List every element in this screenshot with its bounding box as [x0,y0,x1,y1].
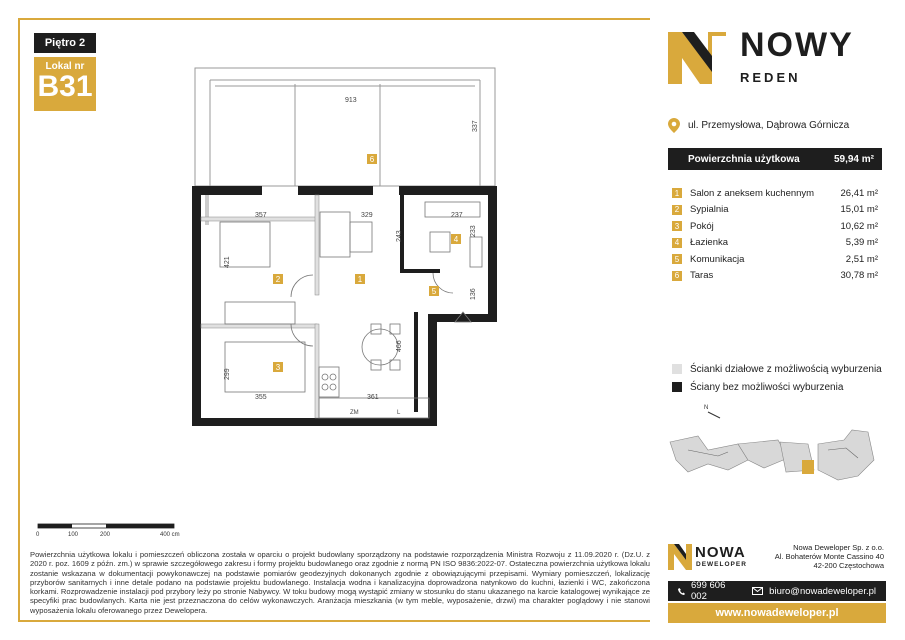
contact-bar [668,581,886,601]
scale-bar [36,522,186,544]
location-pin-icon [668,118,680,133]
unit-number: B31 [37,70,93,103]
dim-299: 299 [224,368,231,380]
address-line [668,118,849,133]
room-number: 2 [672,205,682,215]
dim-421: 421 [224,256,231,268]
room-name: Pokój [690,220,714,232]
room-name: Łazienka [690,237,729,249]
fixed-wall-swatch [672,382,682,392]
scale-tick-100: 100 [68,532,79,538]
room-number: 3 [672,221,682,231]
nowy-reden-logo-icon [668,32,728,84]
room-name: Taras [690,270,714,282]
room-number: 5 [672,254,682,264]
dimension-labels [224,97,479,416]
dim-243: 243 [396,230,403,242]
frame-left-line [18,18,20,622]
list-item [672,251,878,268]
company-address-line: Al. Bohaterów Monte Cassino 40 [774,552,884,561]
room-name: Salon z aneksem kuchennym [690,187,815,199]
north-label: N [704,405,709,411]
total-area-value: 59,94 m² [833,153,874,165]
room-name: Komunikacja [690,253,745,265]
room-list [672,185,878,284]
scale-tick-0: 0 [36,532,40,538]
email-address: biuro@nowadeweloper.pl [769,585,876,597]
room-tag-3: 3 [275,363,281,372]
room-tag-4: 4 [453,235,459,244]
legend-fixed-label: Ściany bez możliwości wyburzenia [690,381,844,393]
room-tag-2: 2 [275,275,281,284]
room-number: 6 [672,271,682,281]
room-area: 26,41 m² [840,187,878,199]
list-item [672,268,878,285]
brand-name: NOWY [740,26,854,64]
room-tag-6: 6 [369,155,375,164]
company-name: NOWA [695,544,746,561]
legend-item-removable [672,360,882,378]
company-address [760,543,884,570]
unit-label: Lokal nr [45,61,85,72]
dim-337: 337 [472,120,479,132]
room-tag-1: 1 [357,275,363,284]
list-item [672,185,878,202]
dim-237: 237 [451,212,463,219]
frame-bottom-line [18,620,650,622]
phone-number: 699 606 002 [691,580,726,602]
company-address-line: 42-200 Częstochowa [813,561,884,570]
dim-136: 136 [470,288,477,300]
phone-contact[interactable] [668,580,742,602]
legend-removable-label: Ścianki działowe z możliwością wyburzenia [690,363,882,375]
scale-tick-200: 200 [100,532,111,538]
room-tag-5: 5 [431,287,437,296]
room-area: 2,51 m² [845,253,878,265]
room-area: 5,39 m² [845,237,878,249]
company-sub: DEWELOPER [696,561,747,568]
scale-tick-400: 400 cm [160,532,180,538]
phone-icon [678,587,685,596]
total-area-label: Powierzchnia użytkowa [688,153,800,165]
site-key-plan [668,400,888,495]
terrace [195,68,495,186]
frame-top-line [18,18,650,20]
room-area: 30,78 m² [840,270,878,282]
website-link[interactable]: www.nowadeweloper.pl [668,603,886,623]
list-item [672,202,878,219]
room-area: 15,01 m² [840,204,878,216]
furniture [220,202,482,418]
total-area-header [668,148,882,170]
removable-walls [201,195,319,418]
company-address-line: Nowa Deweloper Sp. z o.o. [793,543,884,552]
north-arrow-icon [708,412,720,418]
email-contact[interactable] [742,586,886,597]
room-name: Sypialnia [690,204,729,216]
room-number: 4 [672,238,682,248]
removable-wall-swatch [672,364,682,374]
dim-913: 913 [345,97,357,104]
brand-sub: REDEN [740,70,801,85]
dim-357: 357 [255,212,267,219]
dim-355: 355 [255,394,267,401]
wall-legend [672,360,882,396]
appliance-zm: ZM [350,410,359,416]
dim-361: 361 [367,394,379,401]
floor-badge: Piętro 2 [34,33,96,53]
legend-item-fixed [672,378,882,396]
floor-plan [185,62,505,432]
address-text: ul. Przemysłowa, Dąbrowa Górnicza [688,120,850,131]
legal-disclaimer: Powierzchnia użytkowa lokalu i pomieszczeń obliczona została w oparciu o projekt budowlany sporządzony na podstawie rozporządzenia Ministra Rozwoju z 11.09.2020 r. (Dz.U. z 2020 r. poz. 1609 z późn. zm.) w sprawie szczegółowego zakresu i formy projektu budowlanego oraz zgodnie z normą PN ISO 9836:2022-07. Ostateczna powierzchnia użytkowa lokalu zostanie wskazana w dokumentacji powykonawczej na podstawie pomiarów geodezyjnych dokonanych zgodnie z obowiązującymi przepisami. Wymiary pomieszczeń, lokalizację przyborów sanitarnych i inne detale podano na podstawie projektu budowlanego. Instalacja wodna i kanalizacyjna doprowadzona natynkowo do kuchni, łazienki i WC, zakończona korkami. Rozprowadzenie instalacji pod przybory leży po stronie Nabywcy. W toku budowy mogą wystąpić zmiany w stosunku do stanu ukazanego na karcie katalogowej wynikające ze specyfiki prac budowlanych. Karta nie jest przeznaczona do celów wykonawczych. Aranżacja mieszkania (w tym meble, wyposażenie, drzwi) ma charakter poglądowy i nie stanowi wyposażenia lokalu oferowanego przez Dewelopera. [30,550,650,615]
dim-329: 329 [361,212,373,219]
list-item [672,218,878,235]
unit-location-marker [802,460,814,474]
room-number: 1 [672,188,682,198]
room-area: 10,62 m² [840,220,878,232]
list-item [672,235,878,252]
unit-box [34,57,96,111]
dim-233: 233 [470,225,477,237]
appliance-l: L [397,410,401,416]
mail-icon [752,587,763,595]
nowa-deweloper-logo-icon [668,544,692,570]
dim-466: 466 [396,340,403,352]
